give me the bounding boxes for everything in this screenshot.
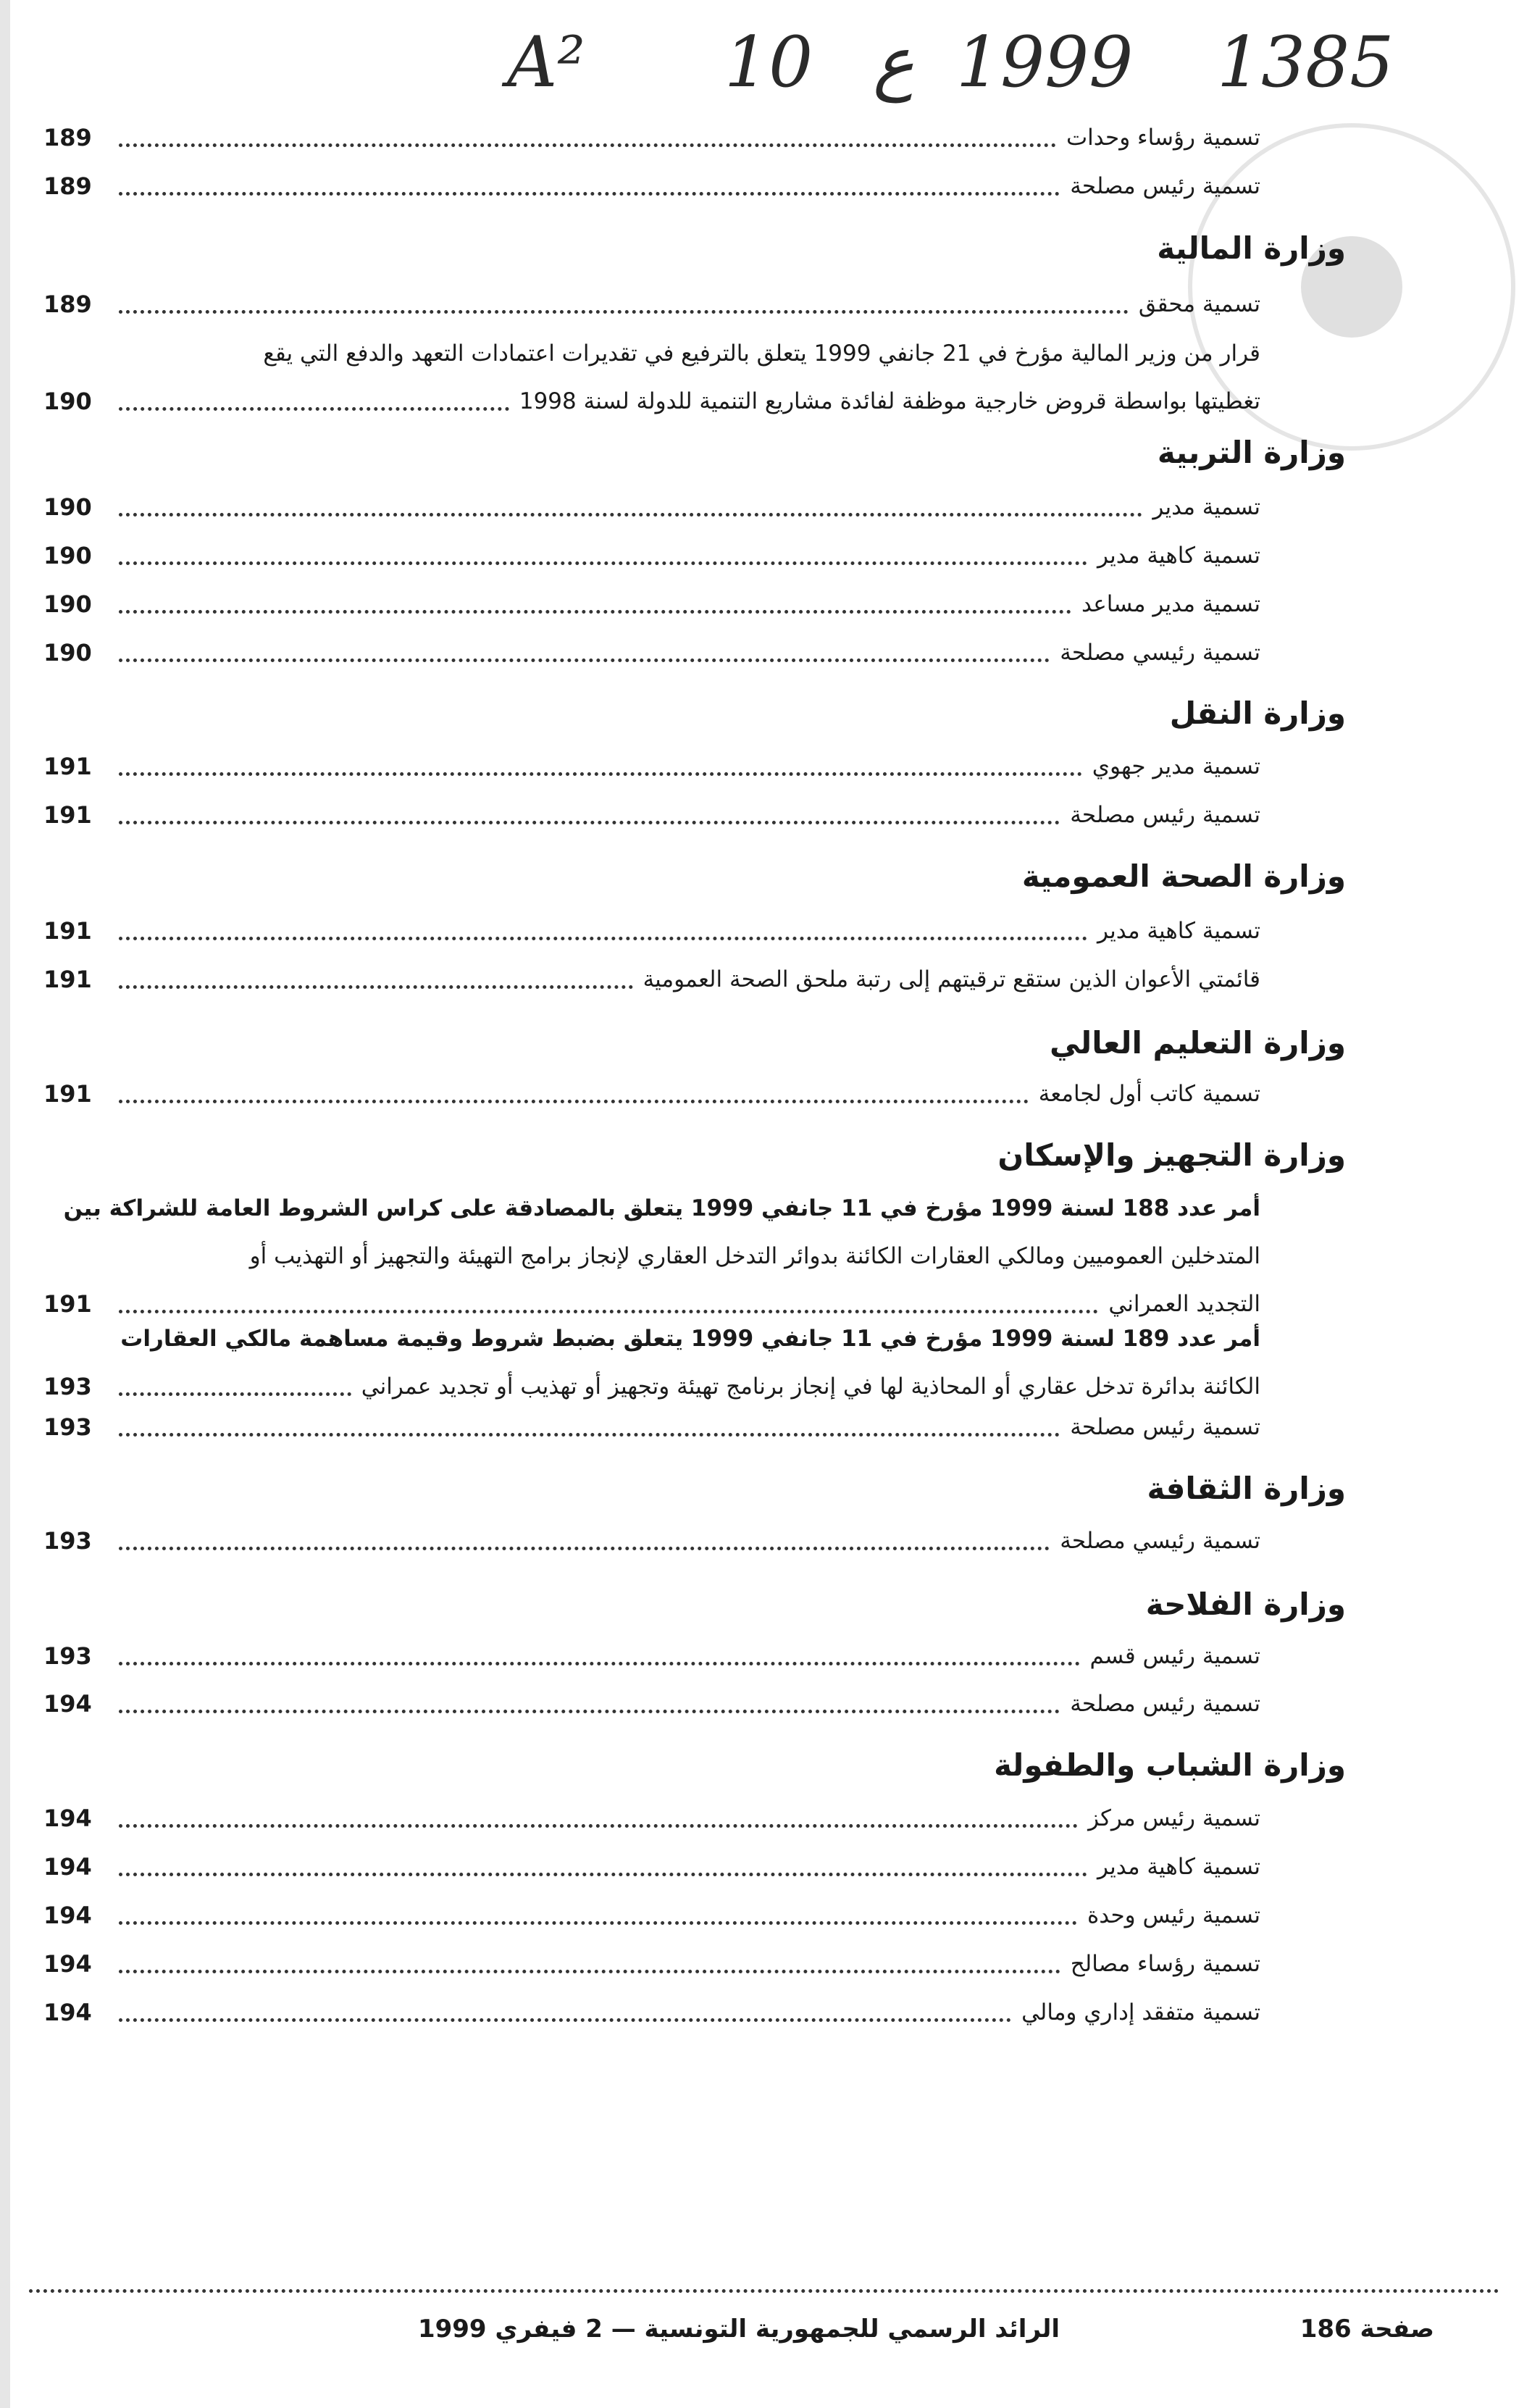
entry-page: 189: [43, 124, 92, 151]
entry-page: 191: [43, 917, 92, 945]
paragraph-line: الكائنة بدائرة تدخل عقاري أو المحاذية لها في إنجاز برنامج تهيئة وتجهيز أو تهذيب أو تجديد عمراني: [361, 1374, 1260, 1400]
list-item: [43, 1894, 1260, 1937]
dot-leader: [119, 1100, 1029, 1103]
entry-label: تسمية محقق: [1138, 291, 1260, 317]
dot-leader: [119, 985, 633, 989]
entry-page: 191: [43, 801, 92, 829]
paragraph-line: التجديد العمراني: [1108, 1291, 1260, 1317]
list-item: [43, 1634, 1260, 1678]
handwriting-year: 1999: [956, 22, 1134, 103]
entry-page: 190: [43, 639, 92, 666]
entry-label: تسمية رئيس مصلحة: [1070, 802, 1260, 828]
entry-label: تسمية رئيس مصلحة: [1070, 173, 1260, 199]
section-heading: وزارة الصحة العمومية: [1021, 858, 1346, 894]
entry-label: تسمية مدير: [1152, 494, 1260, 520]
dot-leader: [119, 143, 1056, 147]
list-item: [43, 1072, 1260, 1116]
paragraph-line: المتدخلين العموميين ومالكي العقارات الكائنة بدوائر التدخل العقاري لإنجاز برامج التهيئة والتجهيز أو التهذيب أو: [249, 1243, 1260, 1269]
entry-label: تسمية كاهية مدير: [1097, 918, 1260, 944]
entry-page: 193: [43, 1527, 92, 1555]
page-footer: [43, 2315, 1434, 2351]
entry-label: تسمية رؤساء مصالح: [1070, 1951, 1260, 1977]
entry-page: 194: [43, 1690, 92, 1718]
entry-page: 189: [43, 290, 92, 318]
entry-label: تسمية كاهية مدير: [1097, 1854, 1260, 1880]
entry-label: تسمية متفقد إداري ومالي: [1021, 1999, 1260, 2026]
dot-leader: [119, 1873, 1087, 1876]
list-item: [43, 909, 1260, 953]
dot-leader: [119, 659, 1050, 662]
section-heading: وزارة النقل: [1169, 695, 1346, 731]
handwriting-day: 10: [724, 22, 813, 103]
entry-page: 191: [43, 753, 92, 780]
dot-leader: [119, 1921, 1077, 1925]
list-item: [43, 958, 1260, 1001]
list-item: [43, 1519, 1260, 1563]
entry-page: 194: [43, 1902, 92, 1929]
entry-page: 194: [43, 1999, 92, 2026]
entry-page: 193: [43, 1373, 92, 1400]
entry-page: 190: [43, 388, 92, 415]
section-heading: وزارة التربية: [1157, 435, 1346, 470]
paragraph-line: تغطيتها بواسطة قروض خارجية موظفة لفائدة مشاريع التنمية للدولة لسنة 1998: [519, 388, 1260, 414]
paragraph-entry: [43, 330, 1260, 425]
entry-page: 190: [43, 542, 92, 569]
dot-leader: [119, 2018, 1011, 2022]
section-heading: وزارة الشباب والطفولة: [994, 1747, 1346, 1783]
handwritten-annotation: [0, 22, 1540, 123]
decree-188: [43, 1184, 1260, 1328]
publication-title: الرائد الرسمي للجمهورية التونسية — 2 فيفري 1999: [417, 2315, 1060, 2344]
entry-page: 190: [43, 590, 92, 618]
entry-label: تسمية رئيس قسم: [1089, 1643, 1260, 1669]
entry-label: تسمية رئيس وحدة: [1087, 1902, 1260, 1928]
list-item: [43, 1991, 1260, 2034]
entry-page: 194: [43, 1805, 92, 1832]
page-number: صفحة 186: [1300, 2315, 1434, 2344]
dot-leader: [119, 1547, 1050, 1550]
entry-label: تسمية رؤساء وحدات: [1066, 125, 1260, 151]
list-item: [43, 745, 1260, 788]
dot-leader: [119, 1662, 1080, 1665]
footer-divider: [29, 2289, 1499, 2293]
dot-leader: [119, 610, 1071, 614]
entry-page: 193: [43, 1642, 92, 1670]
section-heading: وزارة التعليم العالي: [1049, 1025, 1346, 1061]
list-item: [43, 1682, 1260, 1726]
entry-label: قائمتي الأعوان الذين ستقع ترقيتهم إلى رتبة ملحق الصحة العمومية: [643, 966, 1260, 992]
list-item: [43, 1942, 1260, 1986]
list-item: [43, 534, 1260, 577]
entry-label: تسمية كاتب أول لجامعة: [1038, 1081, 1260, 1107]
entry-page: 190: [43, 493, 92, 521]
list-item: [43, 793, 1260, 837]
dot-leader: [119, 1310, 1098, 1313]
list-item: [43, 116, 1260, 159]
entry-page: 193: [43, 1413, 92, 1441]
entry-page: 189: [43, 172, 92, 200]
list-item: [43, 283, 1260, 326]
paragraph-line: قرار من وزير المالية مؤرخ في 21 جانفي 1999 يتعلق بالترفيع في تقديرات اعتمادات التعهد والدفع التي يقع: [263, 340, 1260, 367]
entry-label: تسمية رئيسي مصلحة: [1060, 640, 1260, 666]
section-heading: وزارة المالية: [1157, 230, 1346, 266]
entry-page: 191: [43, 1290, 92, 1318]
list-item: [43, 582, 1260, 626]
decree-189: [43, 1315, 1260, 1410]
entry-label: تسمية مدير جهوي: [1092, 753, 1260, 779]
dot-leader: [119, 772, 1082, 776]
dot-leader: [119, 1824, 1078, 1828]
dot-leader: [119, 1392, 351, 1396]
entry-page: 194: [43, 1853, 92, 1881]
handwriting-number: 1385: [1217, 22, 1394, 103]
list-item: [43, 1797, 1260, 1840]
list-item: [43, 485, 1260, 529]
list-item: [43, 1405, 1260, 1449]
entry-label: تسمية رئيس مصلحة: [1070, 1691, 1260, 1717]
entry-page: 191: [43, 1080, 92, 1108]
entry-label: تسمية رئيس مصلحة: [1070, 1414, 1260, 1440]
list-item: [43, 164, 1260, 208]
entry-page: 194: [43, 1950, 92, 1978]
dot-leader: [119, 1970, 1060, 1973]
entry-label: تسمية رئيس مركز: [1088, 1805, 1260, 1831]
dot-leader: [119, 192, 1060, 196]
entry-label: تسمية كاهية مدير: [1097, 543, 1260, 569]
dot-leader: [119, 1710, 1060, 1713]
section-heading: وزارة التجهيز والإسكان: [997, 1137, 1346, 1173]
dot-leader: [119, 513, 1142, 517]
handwriting-month: ع: [873, 22, 915, 103]
dot-leader: [119, 310, 1129, 314]
page-edge-shadow: [0, 0, 10, 2408]
entry-page: 191: [43, 966, 92, 993]
dot-leader: [119, 1433, 1060, 1437]
handwriting-ref: A²: [507, 22, 585, 103]
dot-leader: [119, 821, 1060, 824]
dot-leader: [119, 407, 509, 411]
paragraph-line: أمر عدد 189 لسنة 1999 مؤرخ في 11 جانفي 1999 يتعلق بضبط شروط وقيمة مساهمة مالكي العقارات: [120, 1326, 1260, 1352]
section-heading: وزارة الفلاحة: [1145, 1586, 1346, 1622]
entry-label: تسمية مدير مساعد: [1081, 591, 1260, 617]
section-heading: وزارة الثقافة: [1147, 1471, 1346, 1506]
paragraph-line: أمر عدد 188 لسنة 1999 مؤرخ في 11 جانفي 1999 يتعلق بالمصادقة على كراس الشروط العامة للشراكة بين: [63, 1195, 1260, 1221]
entry-label: تسمية رئيسي مصلحة: [1060, 1528, 1260, 1554]
dot-leader: [119, 561, 1087, 565]
dot-leader: [119, 937, 1087, 940]
list-item: [43, 1845, 1260, 1889]
list-item: [43, 631, 1260, 674]
